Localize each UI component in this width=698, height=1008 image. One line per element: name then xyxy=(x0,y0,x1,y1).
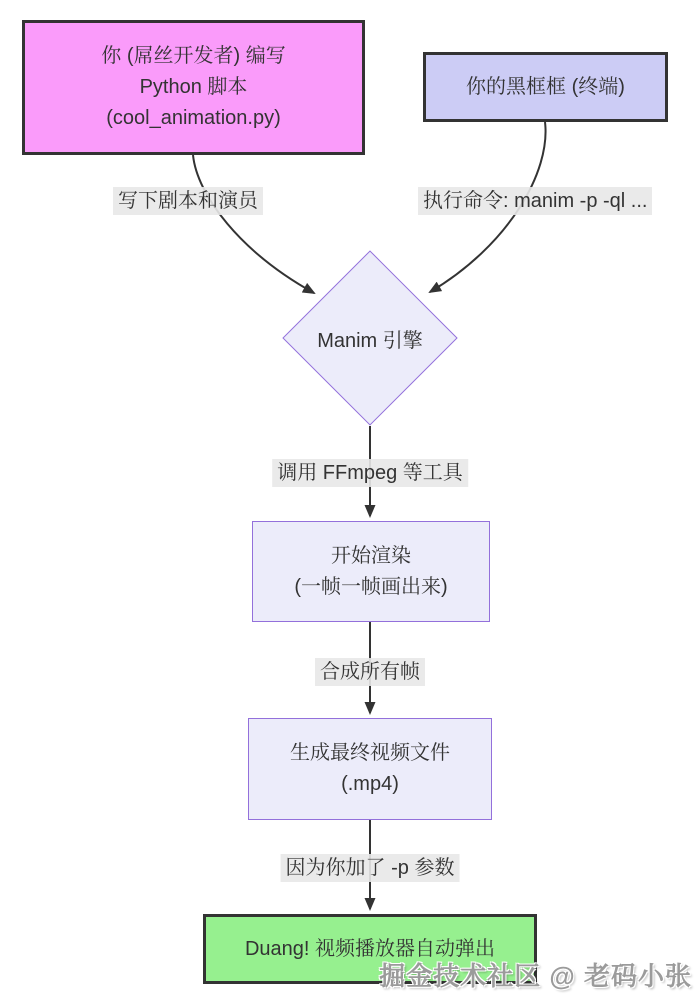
edge-script-to-engine xyxy=(193,155,314,293)
node-python-script-line1: 你 (屌丝开发者) 编写 xyxy=(101,45,286,67)
node-manim-engine-label: Manim 引擎 xyxy=(317,330,423,352)
node-video-output xyxy=(248,718,492,820)
node-video-output-line2: (.mp4) xyxy=(341,773,399,795)
node-video-player-popup-label: Duang! 视频播放器自动弹出 xyxy=(244,937,496,960)
node-start-render xyxy=(252,521,490,622)
node-python-script-line3: (cool_animation.py) xyxy=(106,107,281,129)
edge-label-run-command: 执行命令: manim -p -ql ... xyxy=(418,187,652,215)
edge-label-call-ffmpeg: 调用 FFmpeg 等工具 xyxy=(272,459,468,487)
edge-label-p-flag: 因为你加了 -p 参数 xyxy=(281,854,460,882)
node-terminal xyxy=(423,52,668,122)
node-python-script-line2: Python 脚本 xyxy=(139,76,248,98)
edge-label-merge-frames: 合成所有帧 xyxy=(315,658,425,686)
watermark-text: 掘金技术社区 @ 老码小张 xyxy=(379,961,692,991)
node-python-script xyxy=(22,20,365,155)
node-terminal-label: 你的黑框框 (终端) xyxy=(466,75,625,98)
node-start-render-line2: (一帧一帧画出来) xyxy=(294,575,448,598)
node-video-output-line1: 生成最终视频文件 xyxy=(290,742,450,764)
node-start-render-line1: 开始渲染 xyxy=(331,544,411,567)
edge-label-write-script: 写下剧本和演员 xyxy=(113,187,263,215)
